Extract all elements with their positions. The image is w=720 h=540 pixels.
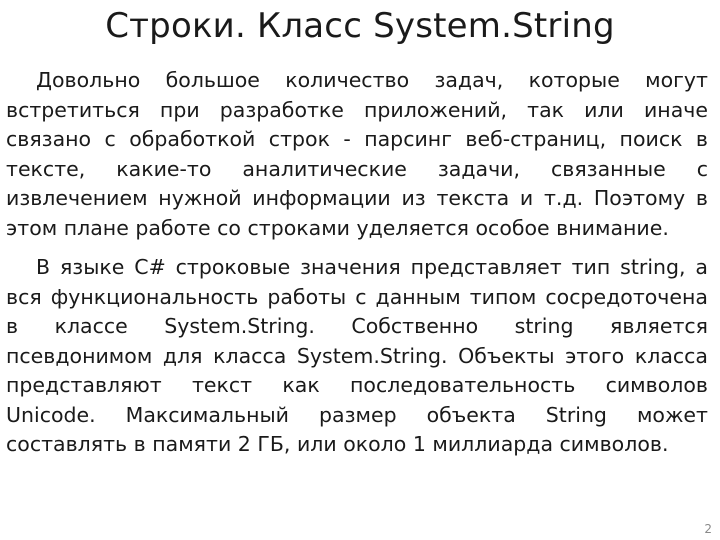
paragraph-intro: Довольно большое количество задач, которые могут встретиться при разработке приложений, так или иначе связано с обработкой строк - парсинг веб-страниц, поиск в тексте, какие-то аналитические задачи, связанные с извлечением нужной информации из текста и т.д. Поэтому в этом плане работе со строками уделяется особое внимание. <box>6 68 708 240</box>
slide-body <box>6 66 708 460</box>
page-number: 2 <box>704 522 712 536</box>
paragraph-string-type: В языке C# строковые значения представляет тип string, а вся функциональность работы с данным типом сосредоточена в классе System.String. Собственно string является псевдонимом для класса System.String. Объекты этого класса представляют текст как последовательность символов Unicode. Максимальный размер объекта String может составлять в памяти 2 ГБ, или около 1 миллиарда символов. <box>6 255 708 456</box>
slide-title: Строки. Класс System.String <box>105 6 615 46</box>
